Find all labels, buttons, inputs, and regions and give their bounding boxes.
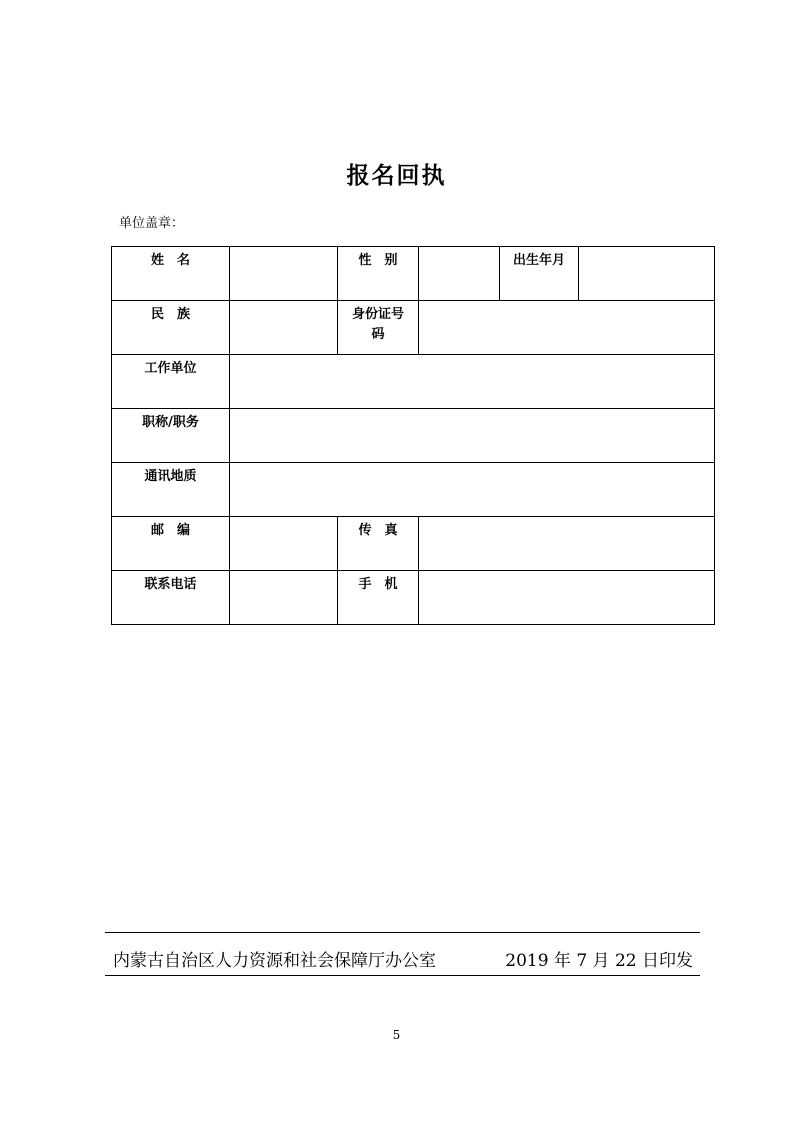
birth-date-label: 出生年月 (500, 247, 579, 301)
employer-field[interactable] (230, 355, 715, 409)
page-number: 5 (392, 1028, 401, 1042)
footer-divider-bottom (105, 975, 700, 976)
title-position-field[interactable] (230, 409, 715, 463)
issuer-name: 内蒙古自治区人力资源和社会保障厅办公室 (113, 951, 436, 971)
gender-field[interactable] (419, 247, 500, 301)
table-row (112, 355, 715, 409)
birth-date-field[interactable] (579, 247, 715, 301)
unit-seal-label: 单位盖章： (119, 216, 185, 231)
title-position-label: 职称/职务 (112, 409, 230, 463)
id-number-field[interactable] (419, 301, 715, 355)
postcode-label: 邮 编 (112, 517, 230, 571)
document-title: 报名回执 (346, 163, 447, 189)
table-row (112, 301, 715, 355)
registration-form-table (111, 246, 715, 625)
gender-label: 性 别 (338, 247, 419, 301)
mailing-address-label: 通讯地质 (112, 463, 230, 517)
employer-label: 工作单位 (112, 355, 230, 409)
footer-divider-top (105, 932, 700, 933)
table-row (112, 517, 715, 571)
table-row (112, 409, 715, 463)
table-row (112, 247, 715, 301)
phone-label: 联系电话 (112, 571, 230, 625)
phone-field[interactable] (230, 571, 338, 625)
issue-date: 2019 年 7 月 22 日印发 (505, 951, 693, 971)
ethnicity-label: 民 族 (112, 301, 230, 355)
fax-field[interactable] (419, 517, 715, 571)
id-number-label: 身份证号码 (338, 301, 419, 355)
table-row (112, 571, 715, 625)
name-field[interactable] (230, 247, 338, 301)
table-row (112, 463, 715, 517)
fax-label: 传 真 (338, 517, 419, 571)
mailing-address-field[interactable] (230, 463, 715, 517)
ethnicity-field[interactable] (230, 301, 338, 355)
postcode-field[interactable] (230, 517, 338, 571)
footer (113, 946, 693, 971)
mobile-label: 手 机 (338, 571, 419, 625)
mobile-field[interactable] (419, 571, 715, 625)
name-label: 姓 名 (112, 247, 230, 301)
